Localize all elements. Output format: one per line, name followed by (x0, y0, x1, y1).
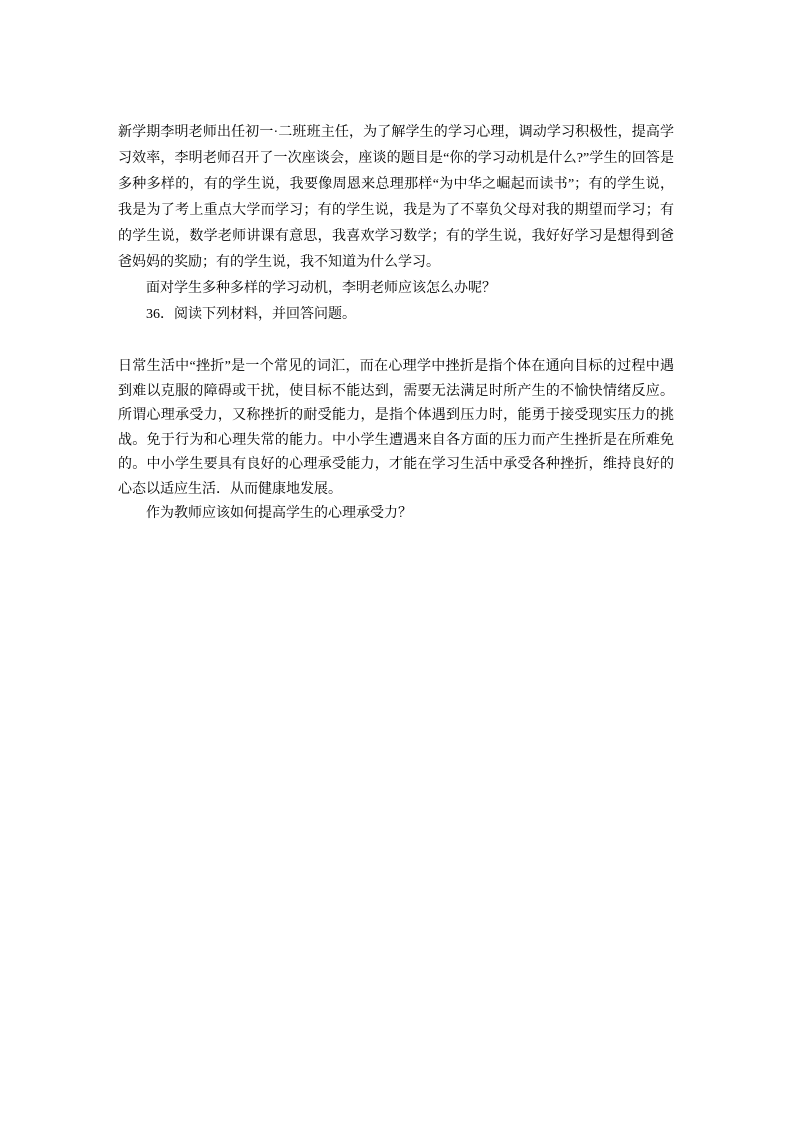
paragraph-frustration-material: 日常生活中“挫折”是一个常见的词汇，而在心理学中挫折是指个体在通向目标的过程中遇到难以克服的障碍或干扰，使目标不能达到，需要无法满足时所产生的不愉快情绪反应。所谓心理承受力，又称挫折的耐受能力，是指个体遇到压力时，能勇于接受现实压力的挑战。免于行为和心理失常的能力。中小学生遭遇来自各方面的压力而产生挫折是在所难免的。中小学生要具有良好的心理承受能力，才能在学习生活中承受各种挫折，维持良好的心态以适应生活．从而健康地发展。 (118, 359, 674, 497)
paragraph-item-36-prompt: 36．阅读下列材料，并回答问题。 (146, 307, 356, 322)
motivation-section (118, 120, 674, 328)
paragraph-motivation-survey: 新学期李明老师出任初一·二班班主任，为了解学生的学习心理，调动学习积极性，提高学习效率，李明老师召开了一次座谈会，座谈的题目是“你的学习动机是什么?”学生的回答是多种多样的，有的学生说，我要像周恩来总理那样“为中华之崛起而读书”；有的学生说，我是为了考上重点大学而学习；有的学生说，我是为了不辜负父母对我的期望而学习；有的学生说，数学老师讲课有意思，我喜欢学习数学；有的学生说，我好好学习是想得到爸爸妈妈的奖励；有的学生说，我不知道为什么学习。 (118, 125, 674, 270)
frustration-section (118, 355, 674, 527)
paragraph-question-resilience: 作为教师应该如何提高学生的心理承受力？ (146, 506, 412, 521)
document-text-area (118, 120, 674, 527)
paragraph-question-motivation: 面对学生多种多样的学习动机，李明老师应该怎么办呢？ (146, 281, 496, 296)
